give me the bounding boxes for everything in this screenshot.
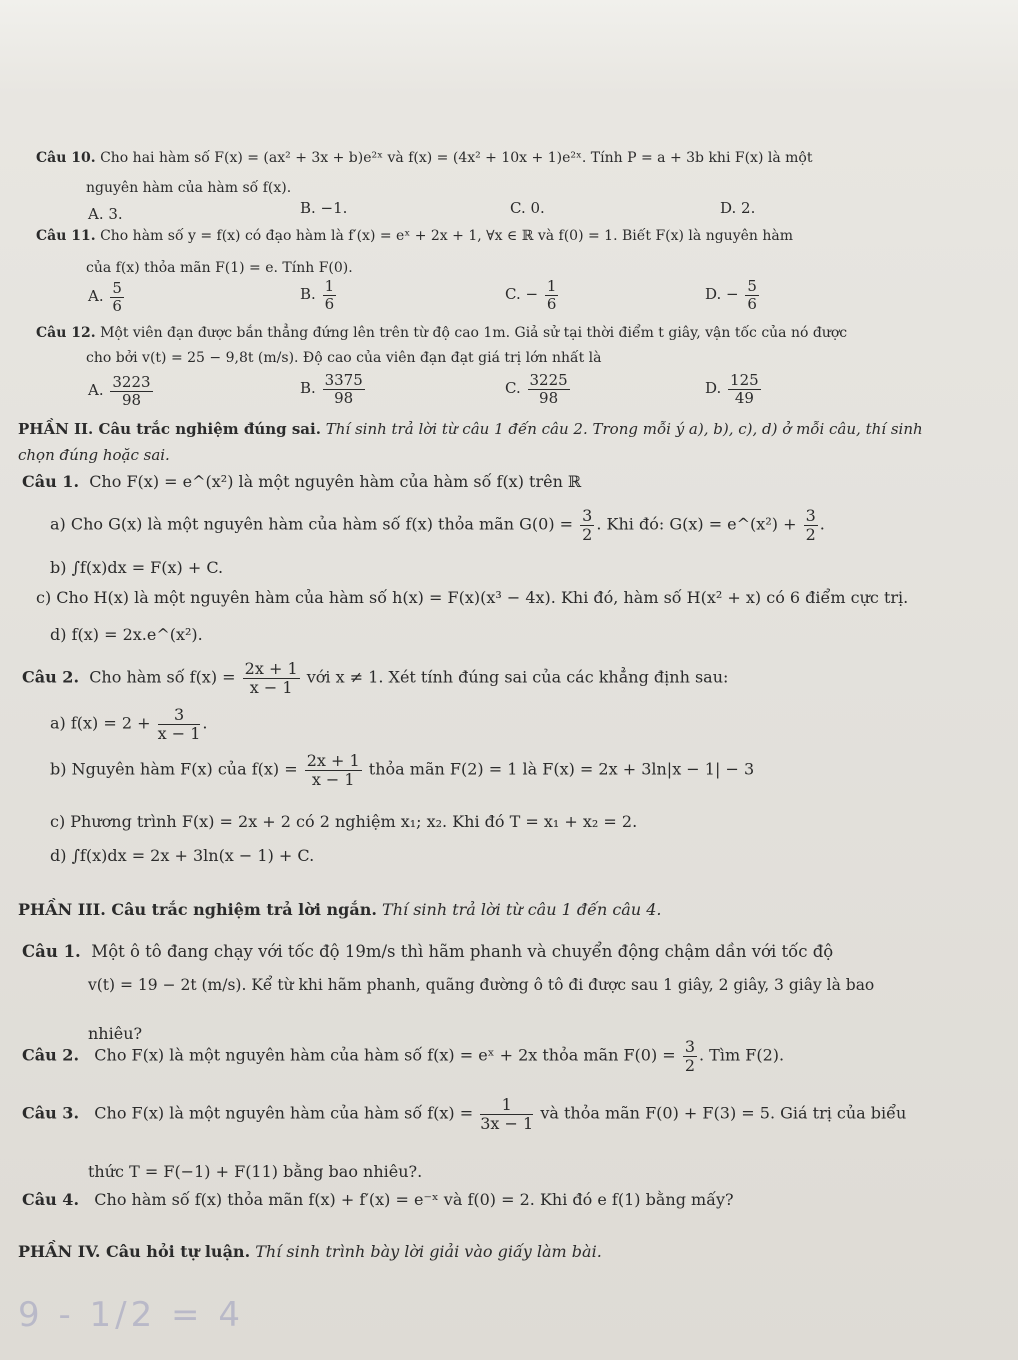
q10-text: Cho hai hàm số F(x) = (ax² + 3x + b)e²ˣ và f(x) = (4x² + 10x + 1)e²ˣ. Tính P = a + 3b khi F(x) là một bbox=[100, 150, 813, 166]
q12-text: Một viên đạn được bắn thẳng đứng lên trên từ độ cao 1m. Giả sử tại thời điểm t giây, vận tốc của nó được bbox=[100, 325, 848, 341]
q10-option-d: D. 2. bbox=[720, 199, 756, 217]
q11-option-d: D. − $\frac{5}{6}$ bbox=[705, 277, 757, 313]
p2-c1-label: Câu 1. bbox=[22, 472, 80, 491]
part2-instructions: Thí sinh trả lời từ câu 1 đến câu 2. Trong mỗi ý a), b), c), d) ở mỗi câu, thí sinh bbox=[325, 420, 923, 438]
q12-option-b: B. $\frac{3375}{98}$ bbox=[300, 371, 363, 407]
p3-c2-line: Câu 2. Cho F(x) là một nguyên hàm của hàm số f(x) = eˣ + 2x thỏa mãn F(0) = $\frac{3}{2}$ . Tìm F(2). bbox=[22, 1037, 785, 1075]
part4-header bbox=[18, 1242, 602, 1261]
page-top-shadow bbox=[0, 0, 1018, 95]
q11-option-c: C. − $\frac{1}{6}$ bbox=[505, 277, 557, 313]
part2-header bbox=[18, 420, 923, 438]
p2-c1-d: d) f(x) = 2x.e^(x²). bbox=[50, 625, 203, 644]
part3-instructions: Thí sinh trả lời từ câu 1 đến câu 4. bbox=[382, 900, 662, 919]
p2-c1-text: Cho F(x) = e^(x²) là một nguyên hàm của hàm số f(x) trên ℝ bbox=[89, 472, 582, 491]
p2-c2-label: Câu 2. bbox=[22, 667, 80, 687]
q10-label: Câu 10. bbox=[36, 150, 96, 166]
p2-c2-b: b) Nguyên hàm F(x) của f(x) = $\frac{2x + 1}{x - 1}$ thỏa mãn F(2) = 1 là F(x) = 2x + 3ln|x − 1| − 3 bbox=[50, 751, 755, 789]
part2-title: PHẦN II. Câu trắc nghiệm đúng sai. bbox=[18, 420, 321, 438]
part4-instructions: Thí sinh trình bày lời giải vào giấy làm bài. bbox=[255, 1242, 602, 1261]
p3-c4-line: Câu 4. Cho hàm số f(x) thỏa mãn f(x) + f′(x) = e⁻ˣ và f(0) = 2. Khi đó e f(1) bằng mấy? bbox=[22, 1190, 734, 1209]
q12-line1 bbox=[36, 325, 847, 341]
handwritten-note: 9 - 1/2 = 4 bbox=[18, 1295, 244, 1335]
p2-c1-b: b) ∫f(x)dx = F(x) + C. bbox=[50, 558, 224, 577]
part2-instructions-2: chọn đúng hoặc sai. bbox=[18, 446, 170, 464]
q11-option-b: B. $\frac{1}{6}$ bbox=[300, 277, 335, 313]
q11-line2: của f(x) thỏa mãn F(1) = e. Tính F(0). bbox=[86, 260, 353, 276]
q11-line1 bbox=[36, 228, 793, 244]
p2-c2-line: Câu 2. Cho hàm số f(x) = $\frac{2x + 1}{x - 1}$ với x ≠ 1. Xét tính đúng sai của các khẳng định sau: bbox=[22, 659, 729, 697]
q10-line2: nguyên hàm của hàm số f(x). bbox=[86, 180, 292, 196]
q10-option-b: B. −1. bbox=[300, 199, 348, 217]
p3-c1-line1: Câu 1. Một ô tô đang chạy với tốc độ 19m/s thì hãm phanh và chuyển động chậm dần với tốc độ bbox=[22, 942, 834, 961]
p2-c1-c: c) Cho H(x) là một nguyên hàm của hàm số h(x) = F(x)(x³ − 4x). Khi đó, hàm số H(x² + x) có 6 điểm cực trị. bbox=[36, 588, 909, 607]
p2-c2-a: a) f(x) = 2 + $\frac{3}{x - 1}$ . bbox=[50, 705, 208, 743]
p2-c2-c: c) Phương trình F(x) = 2x + 2 có 2 nghiệm x₁; x₂. Khi đó T = x₁ + x₂ = 2. bbox=[50, 812, 638, 831]
p3-c3-line2: thức T = F(−1) + F(11) bằng bao nhiêu?. bbox=[88, 1162, 423, 1181]
p2-c1-line bbox=[22, 472, 581, 491]
part3-title: PHẦN III. Câu trắc nghiệm trả lời ngắn. bbox=[18, 900, 377, 919]
q12-label: Câu 12. bbox=[36, 325, 96, 341]
p2-c2-d: d) ∫f(x)dx = 2x + 3ln(x − 1) + C. bbox=[50, 846, 315, 865]
p3-c1-line3: nhiêu? bbox=[88, 1024, 143, 1043]
q12-option-c: C. $\frac{3225}{98}$ bbox=[505, 371, 568, 407]
q12-option-a: A. $\frac{3223}{98}$ bbox=[88, 373, 151, 409]
q12-line2: cho bởi v(t) = 25 − 9,8t (m/s). Độ cao của viên đạn đạt giá trị lớn nhất là bbox=[86, 350, 602, 366]
q10-option-a: A. 3. bbox=[88, 205, 123, 223]
q11-text: Cho hàm số y = f(x) có đạo hàm là f′(x) = eˣ + 2x + 1, ∀x ∈ ℝ và f(0) = 1. Biết F(x) là nguyên hàm bbox=[100, 228, 793, 244]
p3-c3-line1: Câu 3. Cho F(x) là một nguyên hàm của hàm số f(x) = $\frac{1}{3x - 1}$ và thỏa mãn F(0) + F(3) = 5. Giá trị của biểu bbox=[22, 1095, 907, 1133]
p3-c1-line2: v(t) = 19 − 2t (m/s). Kể từ khi hãm phanh, quãng đường ô tô đi được sau 1 giây, 2 giây, 3 giây là bao bbox=[88, 976, 875, 994]
q12-option-d: D. $\frac{125}{49}$ bbox=[705, 371, 759, 407]
q10-option-c: C. 0. bbox=[510, 199, 545, 217]
p2-c1-a: a) Cho G(x) là một nguyên hàm của hàm số f(x) thỏa mãn G(0) = $\frac{3}{2}$ . Khi đó: G(x) = e^(x²) + $\frac{3}{2}$ . bbox=[50, 506, 825, 544]
part4-title: PHẦN IV. Câu hỏi tự luận. bbox=[18, 1242, 251, 1261]
part3-header bbox=[18, 900, 661, 919]
q11-label: Câu 11. bbox=[36, 228, 96, 244]
q11-option-a: A. $\frac{5}{6}$ bbox=[88, 279, 122, 315]
q10-line1 bbox=[36, 150, 812, 166]
